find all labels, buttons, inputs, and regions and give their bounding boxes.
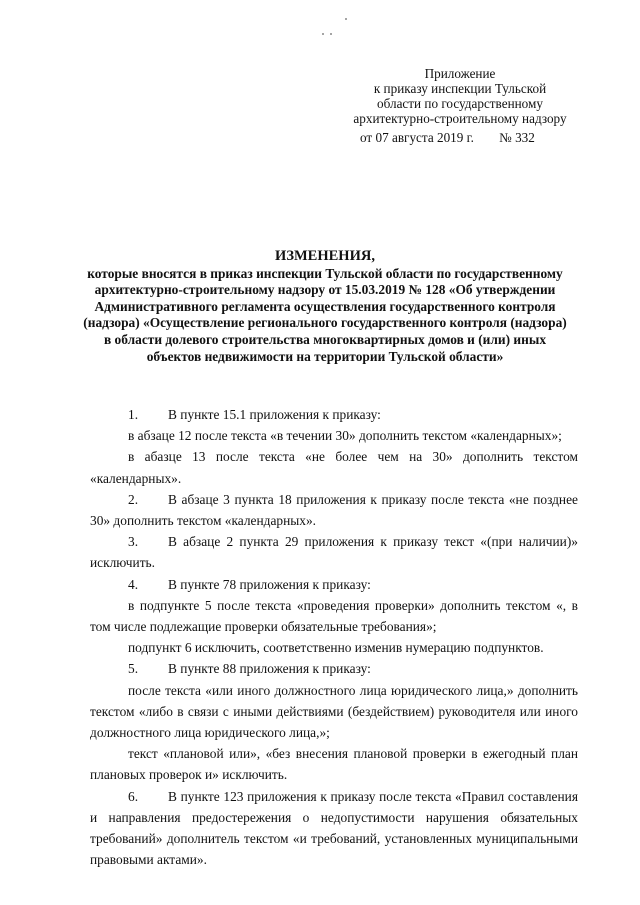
appendix-line: Приложение [424,66,496,81]
item-text: В пункте 78 приложения к приказу: [168,576,371,592]
numbered-item [90,658,578,679]
item-number: 4. [128,576,139,592]
numbered-item [90,574,578,595]
numbered-item [90,489,578,531]
document-body [90,404,578,870]
paragraph: в подпункте 5 после текста «проведения проверки» дополнить текстом «, в том числе подлежащие проверки обязательные требования»; [90,597,578,635]
scan-speck [322,33,324,35]
item-number: 5. [128,661,139,677]
numbered-item [90,404,578,425]
scan-speck [345,18,347,20]
item-number: 2. [128,491,139,507]
paragraph: в абзаце 12 после текста «в течении 30» дополнить текстом «календарных»; [128,428,562,444]
numbered-item [90,786,578,871]
appendix-header [330,66,590,126]
item-text: В абзаце 2 пункта 29 приложения к приказу текст «(при наличии)» исключить. [90,534,578,571]
item-text: В пункте 123 приложения к приказу после текста «Правил составления и направления предостережения о недопустимости нарушения обязательных требований» дополнитель текстом «и требований, установленных муниципальными правовыми актами». [90,788,578,868]
paragraph: подпункт 6 исключить, соответственно изменив нумерацию подпунктов. [128,640,544,656]
order-number: 332 [515,130,535,145]
item-number: 3. [128,534,139,550]
appendix-line: к приказу инспекции Тульской [373,81,547,96]
numbered-item [90,531,578,573]
item-text: В пункте 15.1 приложения к приказу: [168,407,381,422]
title-main: ИЗМЕНЕНИЯ, [275,248,375,264]
item-text: В абзаце 3 пункта 18 приложения к приказу после текста «не позднее 30» дополнить текстом «календарных». [90,491,578,529]
item-number: 1. [128,407,139,422]
appendix-line: области по государственному [377,96,543,111]
order-date: от 07 августа 2019 г. [360,130,474,145]
order-date-line [360,130,535,146]
order-number-label: № [499,130,512,145]
paragraph: в абазце 13 после текста «не более чем на 30» дополнить текстом «календарных». [90,449,578,486]
document-title [80,248,570,365]
appendix-line: архитектурно-строительному надзору [353,111,567,126]
paragraph: после текста «или иного должностного лица юридического лица,» дополнить текстом «либо в связи с иными действиями (бездействием) руководителя или иного должностного лица юридического лица,»; [90,682,578,741]
item-number: 6. [128,788,139,804]
title-subtitle: которые вносятся в приказ инспекции Тульской области по государственному архитектурно-строительному надзору от 15.03.2019 № 128 «Об утверждении Административного регламента осуществления государственного контроля (надзора) «Осуществление регионального государственного контроля (надзора) в области долевого строительства многоквартирных домов и (или) иных объектов недвижимости на территории Тульской области» [83,265,567,364]
item-text: В пункте 88 приложения к приказу: [168,661,371,677]
paragraph: текст «плановой или», «без внесения плановой проверки в ежегодный план плановых проверок и» исключить. [90,746,578,783]
scan-speck [330,33,332,35]
